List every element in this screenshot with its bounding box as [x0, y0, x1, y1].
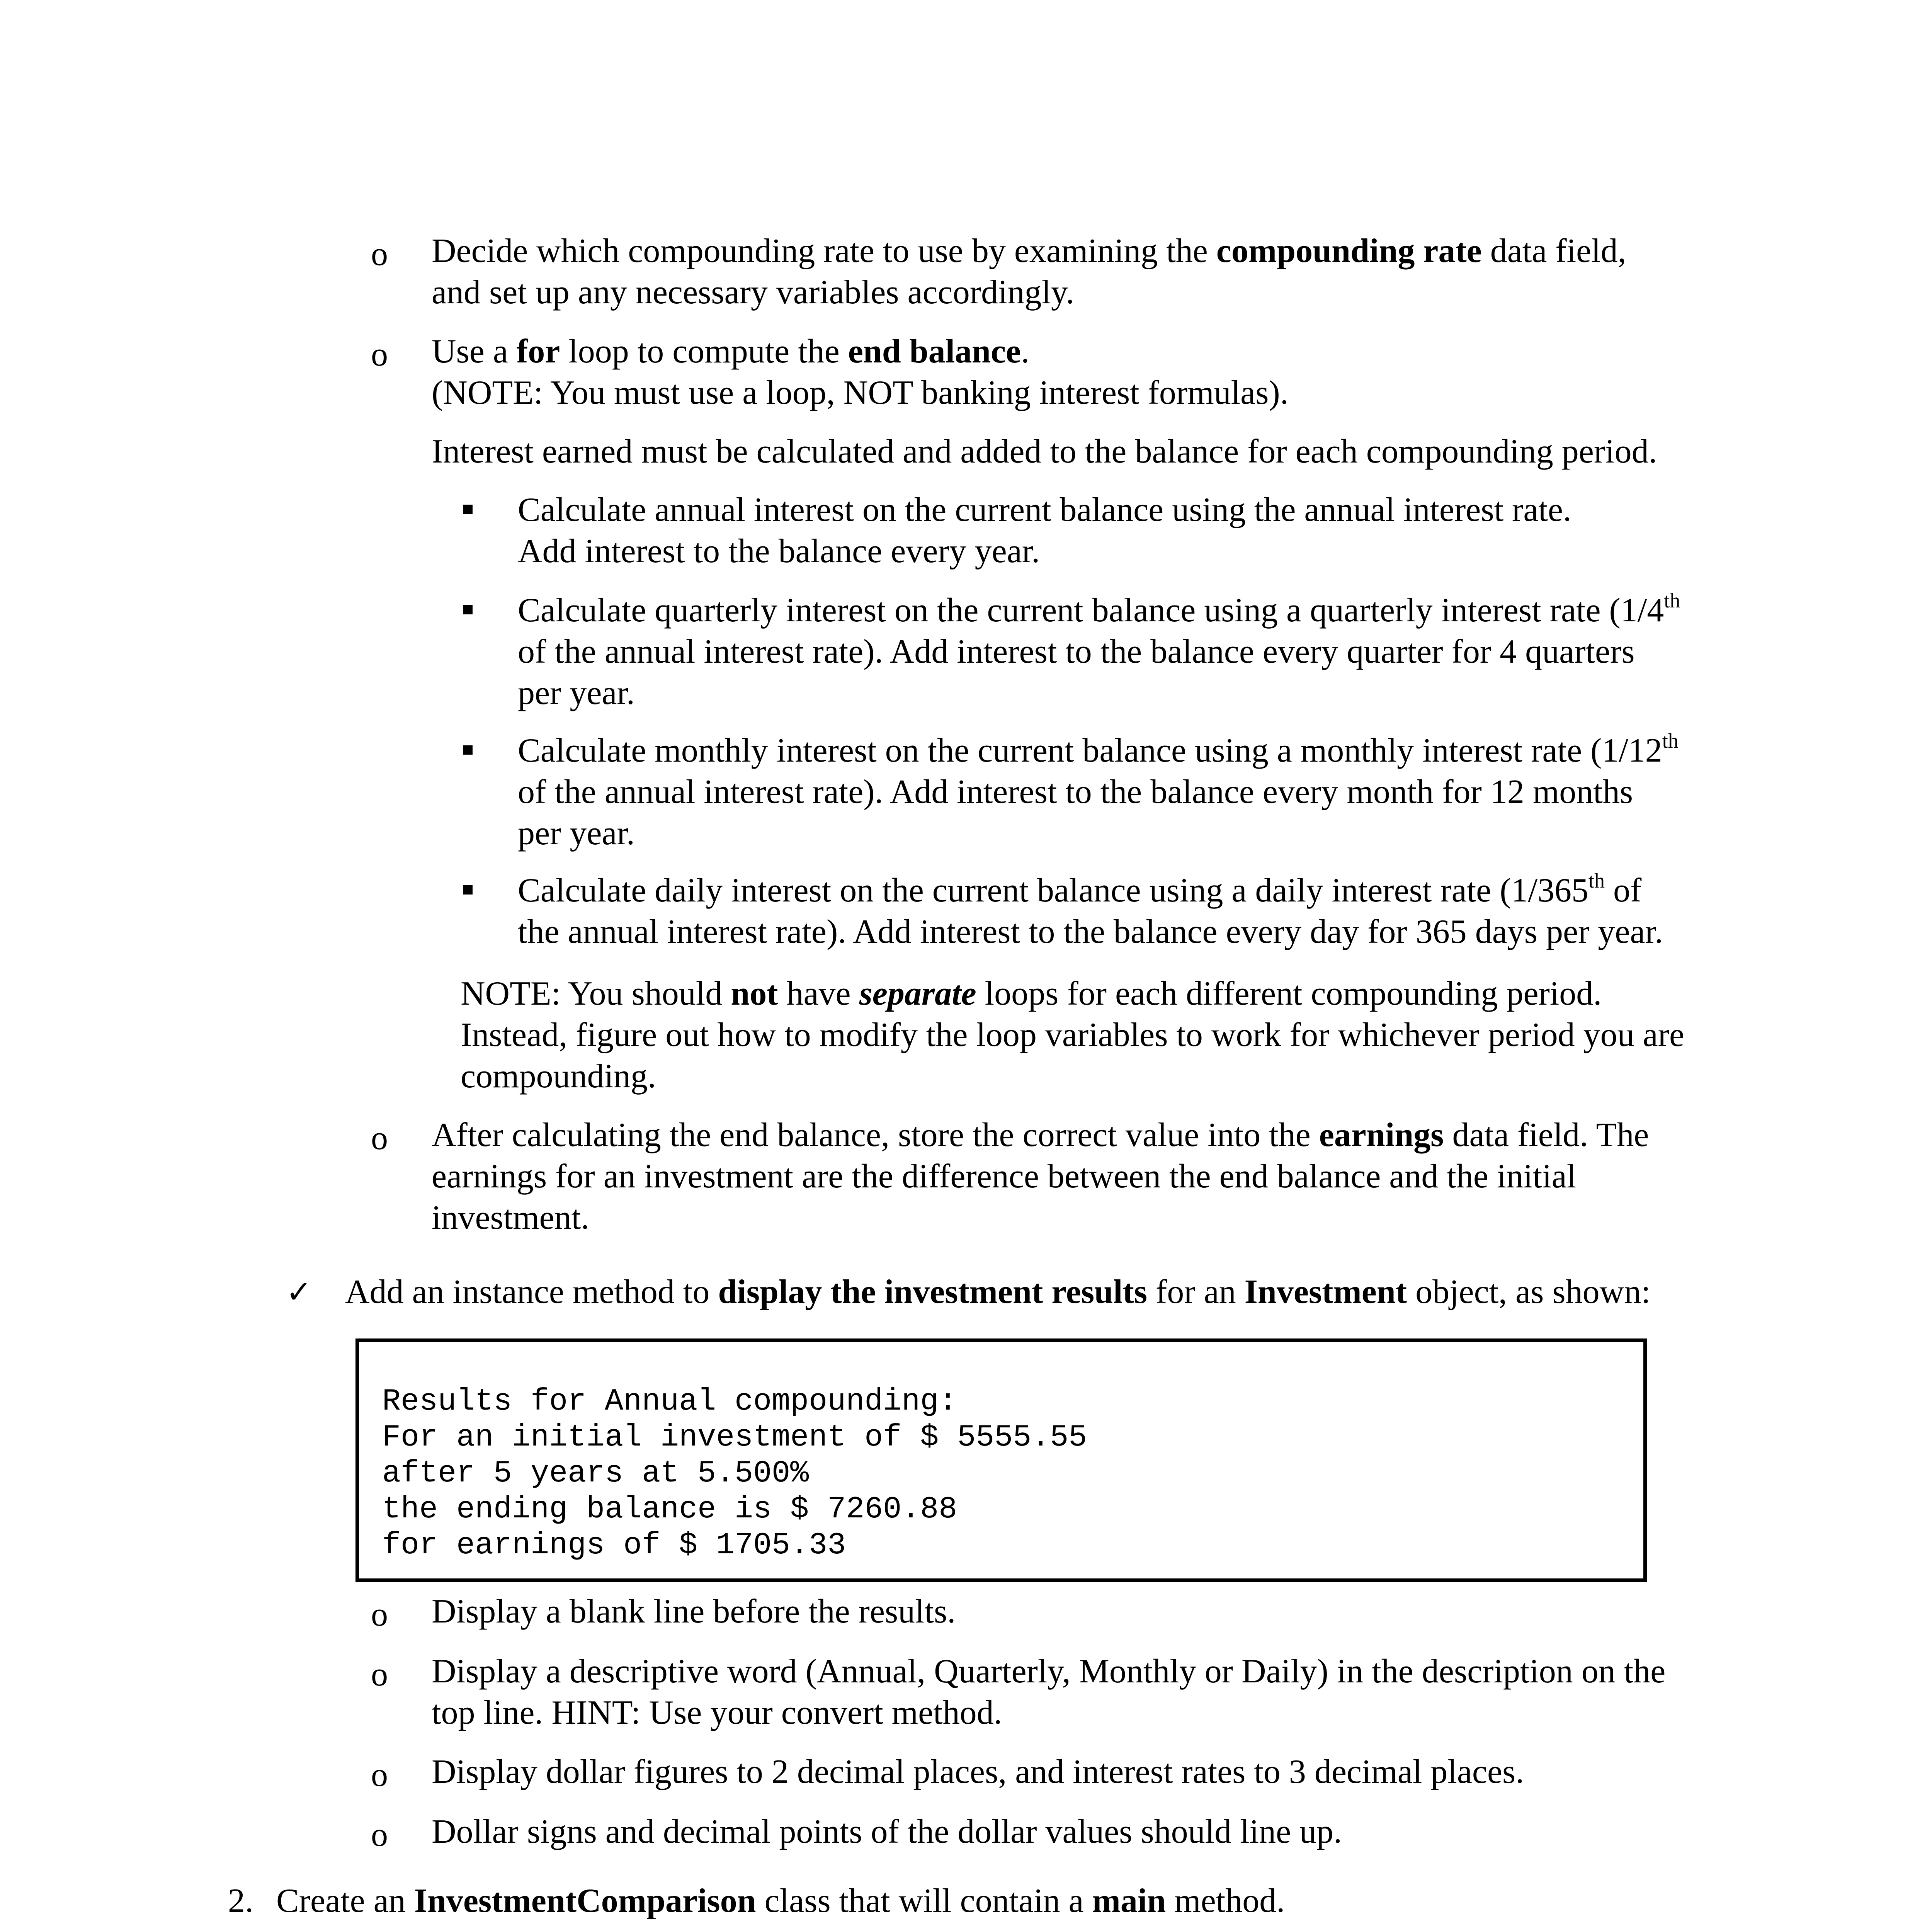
text: Display a blank line before the results. — [432, 1593, 956, 1630]
annual-bullet — [518, 489, 1571, 572]
text: compounding. — [461, 1058, 656, 1095]
text: class that will contain a — [756, 1882, 1092, 1920]
square-bullet — [463, 605, 473, 614]
text: investment. — [432, 1199, 590, 1236]
blank-line-instruction — [432, 1591, 956, 1632]
check-mark-icon: ✓ — [286, 1274, 312, 1310]
circle-bullet: o — [371, 1816, 388, 1854]
text: of the annual interest rate). Add interest to the balance every quarter for 4 quarters — [518, 633, 1635, 670]
text: Decide which compounding rate to use by examining the — [432, 232, 1216, 270]
text: Calculate quarterly interest on the current balance using a quarterly interest rate (1/4 — [518, 592, 1664, 629]
superscript: th — [1664, 589, 1680, 612]
output-line: For an initial investment of $ 5555.55 — [382, 1420, 1087, 1455]
bold-term: earnings — [1319, 1116, 1444, 1154]
earnings-instruction — [432, 1114, 1649, 1238]
sample-output-box — [355, 1338, 1647, 1582]
square-bullet — [463, 745, 473, 755]
text: method. — [1166, 1882, 1285, 1920]
monthly-bullet — [518, 730, 1679, 854]
text: (NOTE: You must use a loop, NOT banking interest formulas). — [432, 374, 1289, 412]
text: earnings for an investment are the difference between the end balance and the initial — [432, 1158, 1577, 1195]
text: data field, — [1481, 232, 1626, 270]
circle-bullet: o — [371, 336, 388, 373]
text: loop to compute the — [560, 333, 848, 370]
circle-bullet: o — [371, 1656, 388, 1693]
square-bullet — [463, 885, 473, 895]
text: have — [778, 975, 859, 1012]
output-line: Results for Annual compounding: — [382, 1384, 957, 1419]
output-line: for earnings of $ 1705.33 — [382, 1528, 846, 1563]
circle-bullet: o — [371, 1756, 388, 1794]
text: of the annual interest rate). Add interest to the balance every month for 12 months — [518, 773, 1633, 811]
text: Dollar signs and decimal points of the dollar values should line up. — [432, 1813, 1342, 1850]
text: object, as shown: — [1407, 1273, 1651, 1311]
text: Instead, figure out how to modify the loop variables to work for whichever period you are — [461, 1016, 1685, 1054]
text: Calculate monthly interest on the current balance using a monthly interest rate (1/12 — [518, 732, 1662, 769]
superscript: th — [1588, 869, 1605, 892]
output-line: after 5 years at 5.500% — [382, 1456, 809, 1491]
text: per year. — [518, 674, 635, 712]
circle-bullet: o — [371, 1596, 388, 1633]
text: per year. — [518, 815, 635, 852]
dollar-alignment-instruction — [432, 1811, 1342, 1852]
text: Use a — [432, 333, 517, 370]
text: Add interest to the balance every year. — [518, 532, 1040, 570]
square-bullet — [463, 505, 473, 514]
bold-term: InvestmentComparison — [414, 1882, 756, 1920]
descriptive-word-instruction — [432, 1651, 1665, 1733]
text: data field. The — [1444, 1116, 1649, 1154]
text: Calculate annual interest on the current balance using the annual interest rate. — [518, 491, 1571, 529]
text: the annual interest rate). Add interest to the balance every day for 365 days per year. — [518, 913, 1663, 951]
text: Display dollar figures to 2 decimal places, and interest rates to 3 decimal places. — [432, 1753, 1524, 1791]
interest-paragraph — [432, 431, 1657, 472]
text: After calculating the end balance, store the correct value into the — [432, 1116, 1319, 1154]
circle-bullet: o — [371, 1119, 388, 1157]
bold-term: display the investment results — [718, 1273, 1147, 1311]
output-line: the ending balance is $ 7260.88 — [382, 1492, 957, 1527]
bold-term: Investment — [1244, 1273, 1407, 1311]
text: for an — [1147, 1273, 1245, 1311]
text: loops for each different compounding period. — [976, 975, 1602, 1012]
daily-bullet — [518, 870, 1663, 952]
superscript: th — [1662, 729, 1679, 752]
bold-term: compounding rate — [1216, 232, 1482, 270]
separate-loops-note — [461, 973, 1684, 1097]
text: of — [1604, 872, 1642, 909]
bold-term: for — [516, 333, 560, 370]
text: Display a descriptive word (Annual, Quarterly, Monthly or Daily) in the description on the — [432, 1653, 1666, 1690]
text: top line. HINT: Use your convert method. — [432, 1694, 1002, 1731]
text: Calculate daily interest on the current balance using a daily interest rate (1/365 — [518, 872, 1588, 909]
text: Add an instance method to — [345, 1273, 718, 1311]
compounding-rate-instruction — [432, 230, 1626, 313]
bold-term: not — [731, 975, 778, 1012]
step-number: 2. — [228, 1882, 253, 1920]
text: and set up any necessary variables accordingly. — [432, 274, 1075, 311]
circle-bullet: o — [371, 235, 388, 273]
create-class-instruction — [276, 1880, 1285, 1922]
quarterly-bullet — [518, 590, 1680, 714]
display-method-instruction — [345, 1271, 1651, 1313]
text: . — [1021, 333, 1030, 370]
bold-term: main — [1092, 1882, 1166, 1920]
sample-output — [382, 1384, 1087, 1563]
bold-italic-term: separate — [859, 975, 976, 1012]
text: Interest earned must be calculated and added to the balance for each compounding period. — [432, 433, 1657, 470]
for-loop-instruction — [432, 331, 1289, 413]
text: Create an — [276, 1882, 414, 1920]
bold-term: end balance — [848, 333, 1021, 370]
decimal-places-instruction — [432, 1751, 1524, 1793]
text: NOTE: You should — [461, 975, 731, 1012]
